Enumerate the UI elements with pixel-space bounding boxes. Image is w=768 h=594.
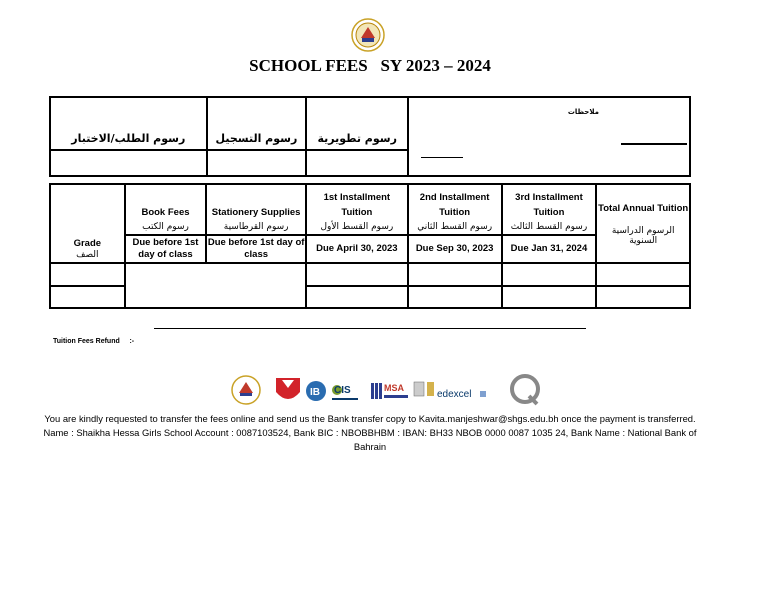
notes-label: ملاحظات bbox=[567, 108, 599, 116]
development-fees-value bbox=[306, 150, 408, 176]
bahrain-emblem-icon bbox=[276, 378, 300, 399]
grade-cell-2 bbox=[50, 286, 125, 308]
installment-1-label-en: 1st Installment Tuition bbox=[323, 192, 391, 218]
application-test-fees-value bbox=[50, 150, 207, 176]
school-crest-logo bbox=[351, 18, 385, 52]
installment-3-label-ar: رسوم القسط الثالث bbox=[510, 222, 588, 232]
registration-fees-value bbox=[207, 150, 307, 176]
notes-cell bbox=[408, 97, 690, 176]
svg-text:IB: IB bbox=[310, 387, 320, 398]
notes-line-2 bbox=[421, 157, 463, 158]
notes-line bbox=[621, 143, 687, 145]
installment-3-label-en: 3rd Installment Tuition bbox=[515, 192, 583, 218]
msa-cess-icon bbox=[371, 383, 408, 399]
grade-cell-1 bbox=[50, 263, 125, 286]
installments-table bbox=[49, 183, 691, 309]
stationery-label-ar: رسوم القرطاسية bbox=[223, 222, 289, 232]
inst1-cell-2 bbox=[306, 286, 408, 308]
edexcel-icon bbox=[437, 389, 486, 400]
installment-2-label-en: 2nd Installment Tuition bbox=[419, 192, 490, 218]
msa-logo-text: MSA bbox=[384, 383, 404, 393]
grade-label-ar: الصف bbox=[76, 250, 99, 260]
divider-line bbox=[154, 328, 586, 329]
book-fees-label-en: Book Fees bbox=[141, 207, 190, 218]
book-stationery-cell bbox=[125, 263, 306, 308]
inst3-cell-1 bbox=[502, 263, 597, 286]
total-tuition-label-ar: الرسوم الدراسية السنوية bbox=[611, 226, 675, 246]
total-tuition-label-en: Total Annual Tuition bbox=[598, 203, 689, 214]
fees-summary-table bbox=[49, 96, 691, 177]
total-cell-1 bbox=[596, 263, 690, 286]
installment-1-label-ar: رسوم القسط الأول bbox=[320, 222, 394, 232]
registration-fees-header: رسوم التسجيل bbox=[207, 97, 307, 150]
quality-icon bbox=[512, 376, 538, 404]
installment-2-header bbox=[408, 184, 502, 235]
inst1-cell-1 bbox=[306, 263, 408, 286]
bank-transfer-instructions: You are kindly requested to transfer the fees online and send us the Bank transfer copy to Kavita.manjeshwar@shgs.edu.bh once the payment is transferred. Name : Shaikha Hessa Girls School Account : 0087103524, Bank BIC : NBOBBHBM : IBAN: BH33 NBOB 0000 0087 1035 24, Bank Name : National Bank of Bahrain bbox=[43, 413, 697, 452]
accreditation-logos bbox=[224, 374, 544, 406]
installment-2-due: Due Sep 30, 2023 bbox=[408, 235, 502, 263]
book-fees-label-ar: رسوم الكتب bbox=[142, 222, 189, 232]
grade-label-en: Grade bbox=[73, 238, 102, 249]
cis-logo-text: CIS bbox=[334, 385, 351, 396]
installment-3-header bbox=[502, 184, 597, 235]
ministry-icon bbox=[414, 382, 434, 396]
total-cell-2 bbox=[596, 286, 690, 308]
stationery-due: Due before 1st day of class bbox=[206, 235, 306, 263]
inst3-cell-2 bbox=[502, 286, 597, 308]
book-fees-header bbox=[125, 184, 207, 235]
total-tuition-header bbox=[596, 184, 690, 263]
installment-1-due: Due April 30, 2023 bbox=[306, 235, 408, 263]
development-fees-header: رسوم تطويرية bbox=[306, 97, 408, 150]
cis-icon bbox=[332, 385, 358, 400]
page-title: SCHOOL FEES SY 2023 – 2024 bbox=[249, 56, 491, 75]
inst2-cell-2 bbox=[408, 286, 502, 308]
inst2-cell-1 bbox=[408, 263, 502, 286]
school-crest-icon bbox=[232, 376, 260, 404]
ib-icon bbox=[306, 381, 326, 401]
stationery-label-en: Stationery Supplies bbox=[211, 207, 301, 218]
application-test-fees-header: رسوم الطلب/الاختبار bbox=[50, 97, 207, 150]
stationery-header bbox=[206, 184, 306, 235]
installment-2-label-ar: رسوم القسط الثاني bbox=[417, 222, 493, 232]
grade-header bbox=[50, 184, 125, 263]
refund-label: Tuition Fees Refund :- bbox=[53, 338, 135, 345]
edexcel-logo-text: edexcel bbox=[437, 389, 472, 400]
installment-3-due: Due Jan 31, 2024 bbox=[502, 235, 597, 263]
installment-1-header bbox=[306, 184, 408, 235]
book-fees-due: Due before 1st day of class bbox=[125, 235, 207, 263]
